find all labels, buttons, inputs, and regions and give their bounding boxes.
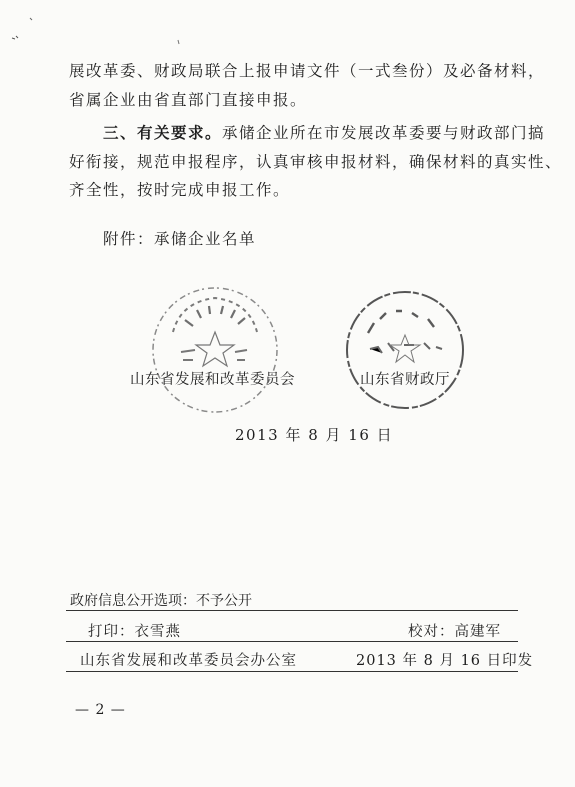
- issuer-commission: 山东省发展和改革委员会: [130, 372, 295, 388]
- issuing-office: 山东省发展和改革委员会办公室: [80, 653, 297, 669]
- typist-label: 打印：衣雪燕: [88, 624, 181, 640]
- footer-rule-middle: [66, 641, 518, 642]
- footer-rule-bottom: [66, 671, 518, 672]
- body-line-2: 省属企业由省直部门直接申报。: [69, 91, 308, 109]
- print-date: 2013 年 8 月 16 日印发: [356, 653, 534, 669]
- requirements-paragraph: [103, 124, 545, 142]
- finance-department-seal: [340, 285, 470, 415]
- page-number: — 2 —: [75, 702, 126, 718]
- issuer-finance: 山东省财政厅: [360, 372, 450, 388]
- body-line-4: 好衔接，规范申报程序，认真审核申报材料，确保材料的真实性、: [69, 153, 563, 171]
- disclosure-option: 政府信息公开选项：不予公开: [70, 593, 252, 609]
- footer-rule-top: [66, 610, 518, 611]
- issue-date: 2013 年 8 月 16 日: [235, 426, 394, 444]
- attachment-label: 附件：承储企业名单: [103, 230, 257, 248]
- body-line-1: 展改革委、财政局联合上报申请文件（一式叁份）及必备材料，: [69, 62, 546, 80]
- body-line-5: 齐全性，按时完成申报工作。: [69, 181, 291, 199]
- development-commission-seal: [145, 280, 285, 420]
- requirements-text: 承储企业所在市发展改革委要与财政部门搞: [222, 124, 546, 142]
- requirements-heading: 三、有关要求。: [103, 124, 223, 142]
- proofreader-label: 校对：高建军: [408, 624, 501, 640]
